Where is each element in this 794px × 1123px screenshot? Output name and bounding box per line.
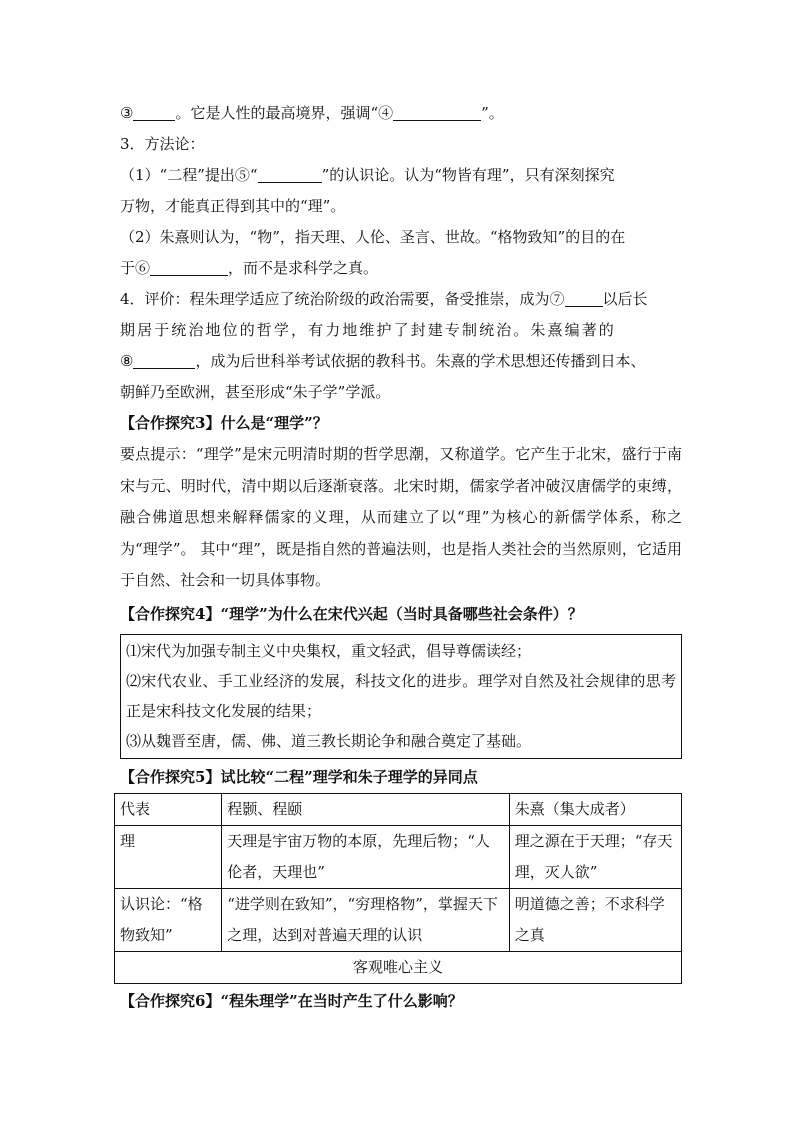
table-cell: 代表 (115, 793, 222, 825)
table-cell: 认识论：“格物致知” (115, 888, 222, 951)
section-4-item-1: ⑴宋代为加强专制主义中央集权，重文轻武，倡导尊儒读经； (126, 641, 532, 660)
document-page (120, 98, 682, 1017)
blank-7[interactable] (565, 290, 603, 307)
line-5: （2）朱熹则认为，“物”，指天理、人伦、圣言、世故。“格物致知”的目的在 (120, 228, 626, 246)
table-header-row (115, 793, 682, 825)
line-1: ③ 。它是人性的最高境界，强调“④ ”。 (120, 104, 504, 122)
section-3-heading: 【合作探究3】什么是“理学”？ (120, 414, 328, 432)
section-5-heading: 【合作探究5】试比较“二程”理学和朱子理学的异同点 (120, 767, 478, 786)
section-4-item-3: ⑶从魏晋至唐，儒、佛、道三教长期论争和融合奠定了基础。 (126, 731, 532, 750)
blank-6[interactable] (150, 259, 228, 276)
section-4-heading: 【合作探究4】“理学”为什么在宋代兴起（当时具备哪些社会条件）？ (120, 604, 583, 623)
line-3: （1）“二程”提出⑤“ ”的认识论。认为“物皆有理”，只有深刻探究 (120, 166, 615, 184)
table-footer-row (115, 951, 682, 983)
comparison-table (114, 793, 682, 984)
table-cell: 朱熹（集大成者） (509, 793, 681, 825)
blank-5[interactable] (258, 166, 322, 183)
table-cell: 明道德之善；不求科学之真 (509, 888, 681, 951)
line-4: 万物，才能真正得到其中的“理”。 (120, 197, 346, 215)
table-row (115, 825, 682, 888)
line-6: 于⑥ ，而不是求科学之真。 (120, 259, 379, 277)
line-7: 4．评价：程朱理学适应了统治阶级的政治需要，备受推崇，成为⑦ 以后长 (120, 290, 648, 308)
blank-4[interactable] (393, 104, 481, 121)
table-cell: 程颢、程颐 (222, 793, 510, 825)
blank-8[interactable] (133, 352, 195, 369)
table-cell: 天理是宇宙万物的本原，先理后物；“人伦者，天理也” (222, 825, 510, 888)
table-row (115, 888, 682, 951)
table-cell: 理 (115, 825, 222, 888)
section-3-body: 要点提示：“理学”是宋元明清时期的哲学思潮，又称道学。它产生于北宋，盛行于南宋与元、明时代，清中期以后逐渐衰落。北宋时期，儒家学者冲破汉唐儒学的束缚，融合佛道思想来解释儒家的义理，从而建立了以“理”为核心的新儒学体系，称之为“理学”。 其中“理”，既是指自然的普遍法则，也是指人类社会的当然原则，它适用于自然、社会和一切具体事物。 (120, 445, 682, 589)
line-8: 期居于统治地位的哲学，有力地维护了封建专制统治。朱熹编著的 (120, 321, 616, 339)
table-footer-cell: 客观唯心主义 (115, 951, 682, 983)
section-4-item-2: ⑵宋代农业、手工业经济的发展，科技文化的进步。理学对自然及社会规律的思考正是宋科技文化发展的结果； (126, 671, 676, 720)
line-10: 朝鲜乃至欧洲，甚至形成“朱子学”学派。 (120, 383, 391, 401)
table-cell: “进学则在致知”，“穷理格物”，掌握天下之理，达到对普遍天理的认识 (222, 888, 510, 951)
blank-3[interactable] (133, 104, 175, 121)
table-cell: 理之源在于天理；“存天理，灭人欲” (509, 825, 681, 888)
section-6-heading: 【合作探究6】“程朱理学”在当时产生了什么影响？ (120, 991, 463, 1010)
section-4-box (120, 634, 682, 759)
method-heading: 3．方法论： (120, 135, 205, 153)
line-9: ⑧ ，成为后世科举考试依据的教科书。朱熹的学术思想还传播到日本、 (120, 352, 646, 370)
